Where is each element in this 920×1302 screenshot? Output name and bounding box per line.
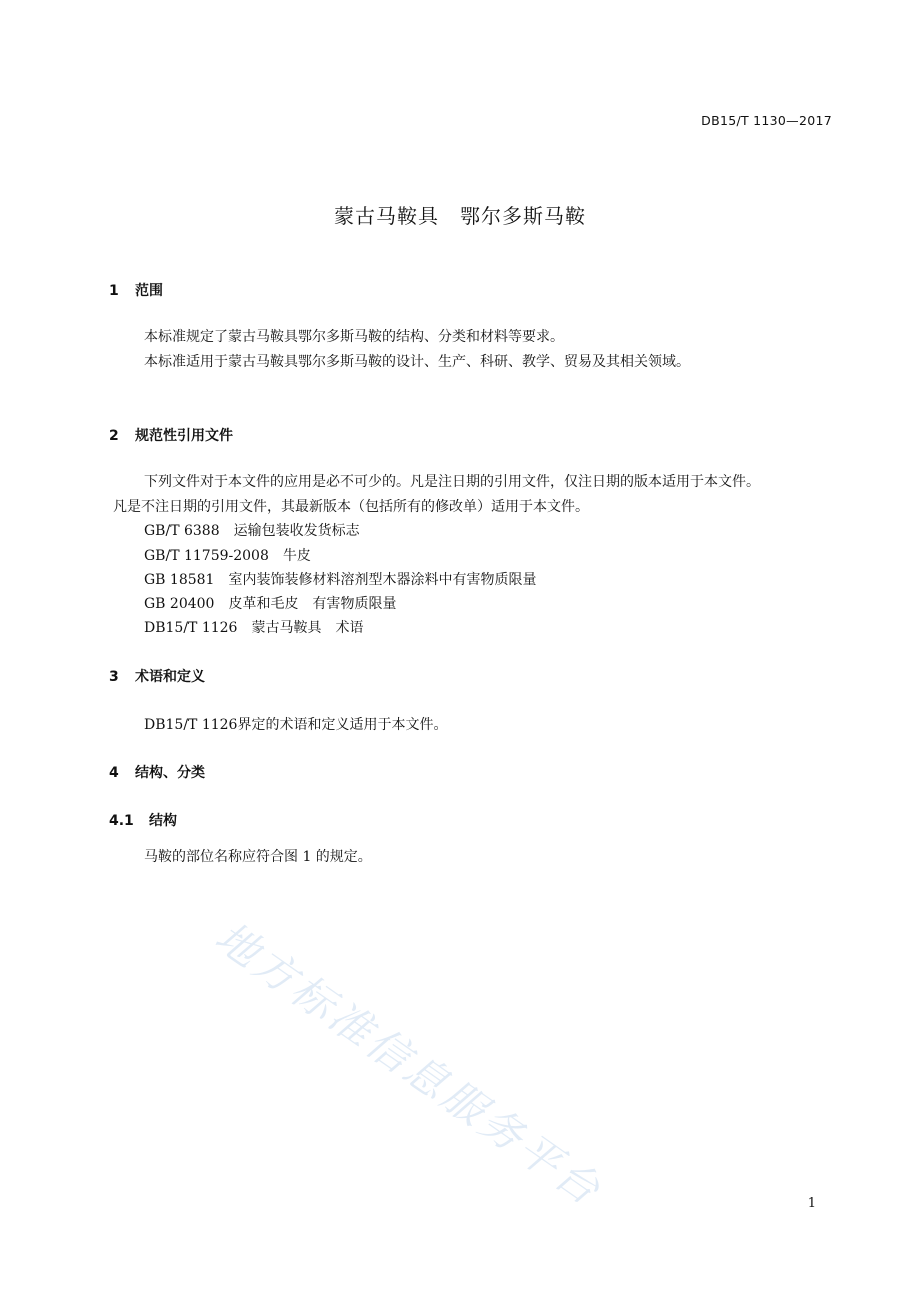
scope-paragraph-2: 本标准适用于蒙古马鞍具鄂尔多斯马鞍的设计、生产、科研、教学、贸易及其相关领域。	[144, 354, 690, 370]
scope-paragraph-1: 本标准规定了蒙古马鞍具鄂尔多斯马鞍的结构、分类和材料等要求。	[144, 329, 564, 345]
section-number: 1	[109, 283, 119, 299]
reference-item	[144, 569, 536, 589]
reference-name: 牛皮	[282, 548, 311, 564]
subsection-title: 结构	[149, 813, 177, 829]
reference-code: GB/T 6388	[144, 523, 220, 539]
reference-name: 皮革和毛皮 有害物质限量	[228, 596, 397, 612]
reference-code: DB15/T 1126	[144, 620, 238, 636]
section-3-heading	[109, 666, 205, 686]
reference-code: GB 18581	[144, 572, 215, 588]
reference-item	[144, 520, 360, 540]
references-intro-line-2: 凡是不注日期的引用文件，其最新版本（包括所有的修改单）适用于本文件。	[113, 499, 589, 515]
reference-item	[144, 545, 311, 565]
section-title: 结构、分类	[135, 765, 205, 781]
reference-name: 蒙古马鞍具 术语	[251, 620, 364, 636]
page-number: 1	[807, 1196, 816, 1211]
reference-item	[144, 593, 396, 613]
subsection-number: 4.1	[109, 813, 134, 829]
section-4-heading	[109, 762, 205, 782]
watermark: 地方标准信息服务平台	[206, 911, 612, 1216]
document-title: 蒙古马鞍具 鄂尔多斯马鞍	[334, 204, 586, 228]
section-2-heading	[109, 425, 233, 445]
subsection-4-1-heading	[109, 810, 177, 830]
section-title: 范围	[135, 283, 163, 299]
reference-code: GB/T 11759-2008	[144, 548, 269, 564]
structure-paragraph: 马鞍的部位名称应符合图 1 的规定。	[144, 849, 372, 865]
references-intro-line-1: 下列文件对于本文件的应用是必不可少的。凡是注日期的引用文件，仅注日期的版本适用于本文件。	[144, 474, 760, 490]
section-number: 3	[109, 669, 119, 685]
standard-code: DB15/T 1130—2017	[701, 113, 832, 128]
section-number: 4	[109, 765, 119, 781]
section-title: 规范性引用文件	[135, 428, 233, 444]
reference-name: 室内装饰装修材料溶剂型木器涂料中有害物质限量	[228, 572, 537, 588]
section-title: 术语和定义	[135, 669, 205, 685]
reference-code: GB 20400	[144, 596, 215, 612]
section-number: 2	[109, 428, 119, 444]
reference-name: 运输包装收发货标志	[233, 523, 360, 539]
reference-item	[144, 617, 363, 637]
section-1-heading	[109, 280, 163, 300]
terms-paragraph: DB15/T 1126界定的术语和定义适用于本文件。	[144, 717, 448, 733]
